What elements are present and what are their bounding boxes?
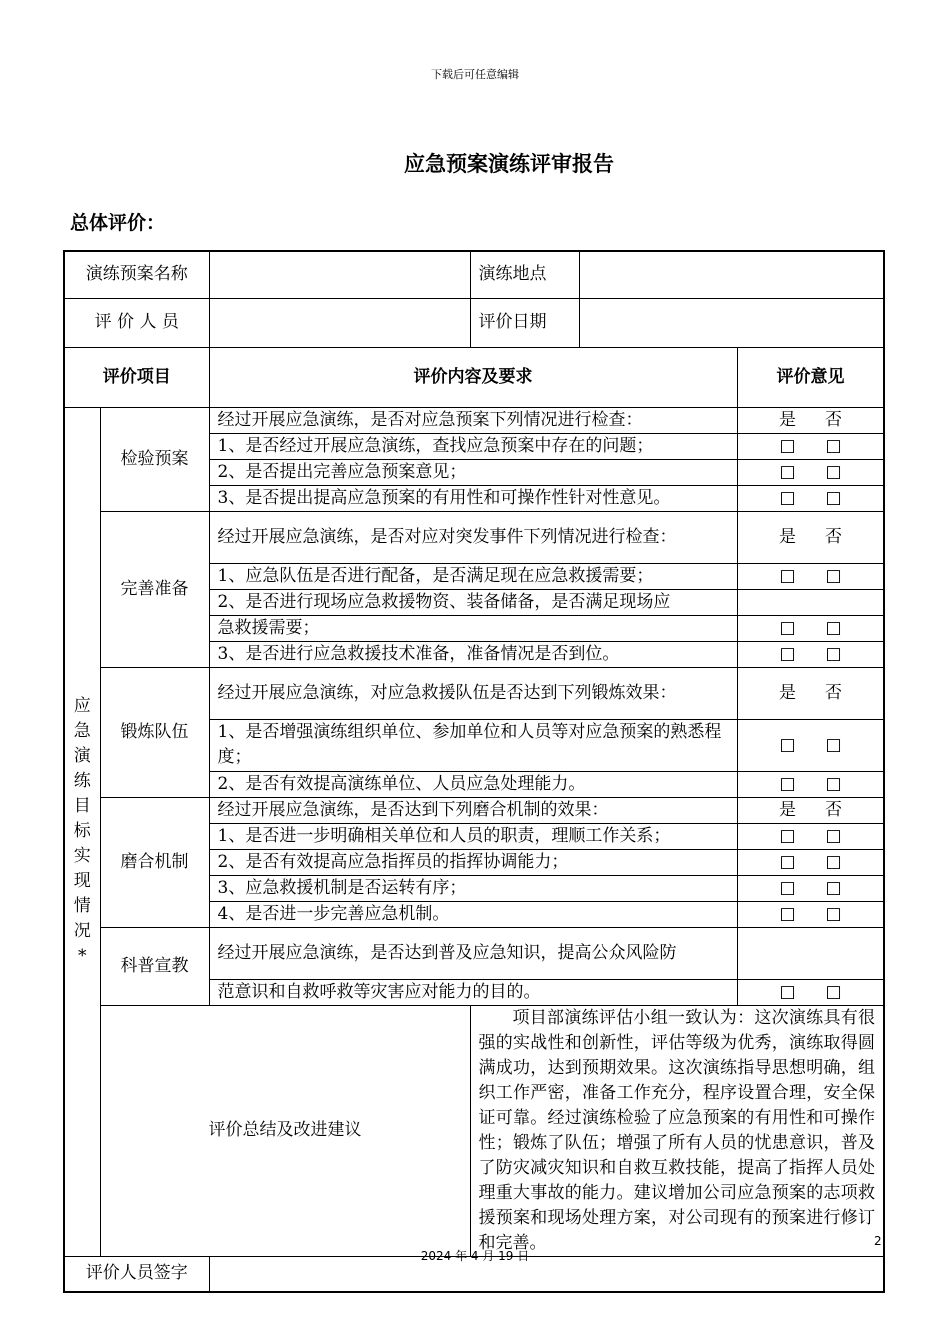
- column-header-opinion: 评价意见: [737, 347, 884, 407]
- evaluation-table: [63, 250, 885, 1293]
- date-label: 评价日期: [470, 298, 579, 347]
- yes-no-checkboxes[interactable]: □ □: [737, 849, 884, 875]
- table-row: [64, 407, 884, 433]
- yes-no-checkboxes[interactable]: □ □: [737, 641, 884, 667]
- criterion-text: 3、是否提出提高应急预案的有用性和可操作性针对性意见。: [209, 485, 737, 511]
- yes-no-checkboxes[interactable]: □ □: [737, 901, 884, 927]
- group-lead-prepare: 经过开展应急演练，是否对应对突发事件下列情况进行检查：: [209, 511, 737, 563]
- summary-label: 评价总结及改进建议: [100, 1005, 470, 1256]
- column-header-item: 评价项目: [64, 347, 209, 407]
- yes-no-checkboxes[interactable]: □ □: [737, 979, 884, 1005]
- yes-no-checkboxes[interactable]: □ □: [737, 771, 884, 797]
- group-name-verify: 检验预案: [100, 407, 209, 511]
- yes-no-header: 是 否: [737, 407, 884, 433]
- page-number: 2: [874, 1234, 882, 1248]
- table-row: [64, 667, 884, 719]
- signature-label: 评价人员签字: [64, 1256, 209, 1292]
- category-label: 应急演练目标实现情况*: [64, 407, 100, 1256]
- yes-no-header: 是 否: [737, 511, 884, 563]
- yes-no-checkboxes[interactable]: □ □: [737, 719, 884, 771]
- criterion-text: 2、是否进行现场应急救援物资、装备储备，是否满足现场应: [209, 589, 737, 615]
- criterion-text: 4、是否进一步完善应急机制。: [209, 901, 737, 927]
- reviewer-value[interactable]: [209, 298, 470, 347]
- yes-no-checkboxes[interactable]: □ □: [737, 823, 884, 849]
- yes-no-checkboxes[interactable]: □ □: [737, 563, 884, 589]
- table-row: [64, 797, 884, 823]
- location-value[interactable]: [579, 251, 884, 298]
- criterion-text: 2、是否有效提高应急指挥员的指挥协调能力；: [209, 849, 737, 875]
- column-header-content: 评价内容及要求: [209, 347, 737, 407]
- info-row-reviewer: [64, 298, 884, 347]
- info-row-plan: [64, 251, 884, 298]
- yes-no-checkboxes[interactable]: □ □: [737, 459, 884, 485]
- group-name-train: 锻炼队伍: [100, 667, 209, 797]
- criterion-text: 3、应急救援机制是否运转有序；: [209, 875, 737, 901]
- yes-no-checkboxes[interactable]: □ □: [737, 615, 884, 641]
- criterion-text: 1、应急队伍是否进行配备，是否满足现在应急救援需要；: [209, 563, 737, 589]
- summary-row: [64, 1005, 884, 1256]
- group-name-coord: 磨合机制: [100, 797, 209, 927]
- plan-name-label: 演练预案名称: [64, 251, 209, 298]
- criterion-text: 2、是否提出完善应急预案意见；: [209, 459, 737, 485]
- document-title: 应急预案演练评审报告: [404, 152, 614, 176]
- empty-opinion-cell: [737, 589, 884, 615]
- criterion-text: 3、是否进行应急救援技术准备，准备情况是否到位。: [209, 641, 737, 667]
- criterion-text: 1、是否经过开展应急演练，查找应急预案中存在的问题；: [209, 433, 737, 459]
- group-name-prepare: 完善准备: [100, 511, 209, 667]
- yes-no-checkboxes[interactable]: □ □: [737, 485, 884, 511]
- group-lead-edu: 经过开展应急演练，是否达到普及应急知识，提高公众风险防: [209, 927, 737, 979]
- date-value[interactable]: [579, 298, 884, 347]
- footer-date: 2024 年 4 月 19 日: [420, 1249, 530, 1263]
- criterion-text: 急救援需要；: [209, 615, 737, 641]
- group-lead-coord: 经过开展应急演练，是否达到下列磨合机制的效果：: [209, 797, 737, 823]
- yes-no-header: 是 否: [737, 797, 884, 823]
- yes-no-checkboxes[interactable]: □ □: [737, 433, 884, 459]
- criterion-text: 1、是否进一步明确相关单位和人员的职责，理顺工作关系；: [209, 823, 737, 849]
- summary-text[interactable]: 项目部演练评估小组一致认为：这次演练具有很强的实战性和创新性，评估等级为优秀，演练取得圆满成功，达到预期效果。这次演练指导思想明确，组织工作严密，准备工作充分，程序设置合理，安全保证可靠。经过演练检验了应急预案的有用性和可操作性；锻炼了队伍；增强了所有人员的忧患意识，普及了防灾减灾知识和自救互救技能，提高了指挥人员处理重大事故的能力。建议增加公司应急预案的志项救援预案和现场处理方案，对公司现有的预案进行修订和完善。: [470, 1005, 884, 1256]
- header-note: 下载后可任意编辑: [431, 68, 519, 81]
- column-header-row: [64, 347, 884, 407]
- group-lead-verify: 经过开展应急演练，是否对应急预案下列情况进行检查：: [209, 407, 737, 433]
- plan-name-value[interactable]: [209, 251, 470, 298]
- yes-no-checkboxes[interactable]: □ □: [737, 875, 884, 901]
- table-row: [64, 511, 884, 563]
- section-title: 总体评价：: [70, 212, 166, 234]
- empty-opinion-cell: [737, 927, 884, 979]
- group-name-edu: 科普宣教: [100, 927, 209, 1005]
- location-label: 演练地点: [470, 251, 579, 298]
- criterion-text: 1、是否增强演练组织单位、参加单位和人员等对应急预案的熟悉程度；: [209, 719, 737, 771]
- yes-no-header: 是 否: [737, 667, 884, 719]
- criterion-text: 2、是否有效提高演练单位、人员应急处理能力。: [209, 771, 737, 797]
- group-lead-train: 经过开展应急演练，对应急救援队伍是否达到下列锻炼效果：: [209, 667, 737, 719]
- criterion-text: 范意识和自救呼救等灾害应对能力的目的。: [209, 979, 737, 1005]
- reviewer-label: 评 价 人 员: [64, 298, 209, 347]
- table-row: [64, 927, 884, 979]
